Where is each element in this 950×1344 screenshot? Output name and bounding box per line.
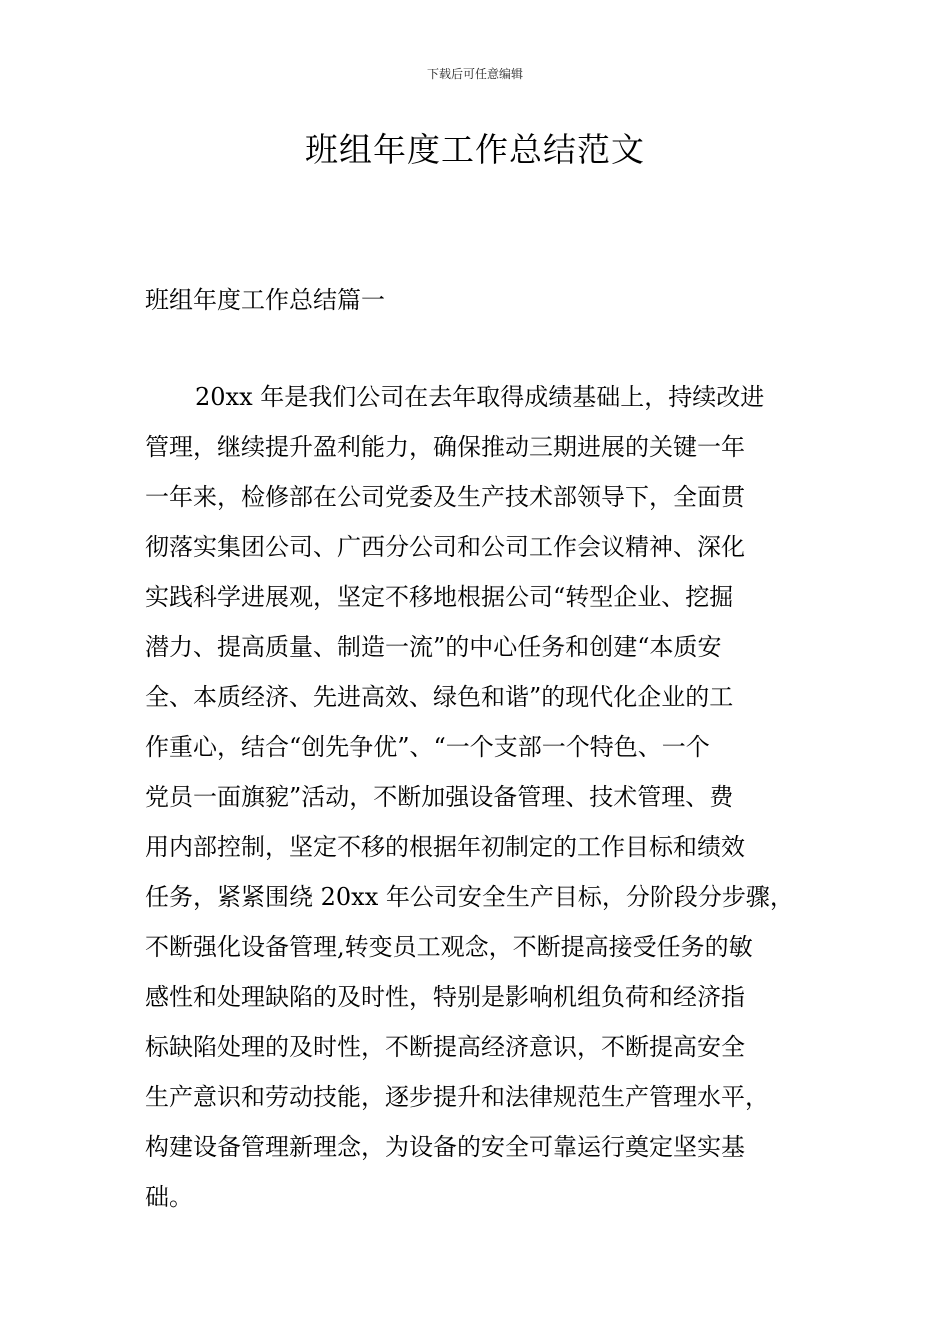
paragraph-line: 全、本质经济、先进高效、绿色和谐”的现代化企业的工 [145, 683, 734, 711]
paragraph-line: 实践科学进展观，坚定不移地根据公司“转型企业、挖掘 [145, 583, 734, 611]
paragraph-line: 构建设备管理新理念，为设备的安全可靠运行奠定坚实基 [145, 1133, 745, 1161]
paragraph-line: 一年来，检修部在公司党委及生产技术部领导下，全面贯 [145, 483, 745, 511]
paragraph-line: 用内部控制，坚定不移的根据年初制定的工作目标和绩效 [145, 833, 745, 861]
paragraph-line: 感性和处理缺陷的及时性，特别是影响机组负荷和经济指 [145, 983, 745, 1011]
paragraph-line: 彻落实集团公司、广西分公司和公司工作会议精神、深化 [145, 533, 745, 561]
body-paragraph [145, 372, 825, 1222]
paragraph-line: 潜力、提高质量、制造一流”的中心任务和创建“本质安 [145, 633, 722, 661]
paragraph-line: 任务，紧紧围绕 20xx 年公司安全生产目标，分阶段分步骤， [145, 883, 794, 911]
paragraph-line: 标缺陷处理的及时性，不断提高经济意识，不断提高安全 [145, 1033, 745, 1061]
section-heading: 班组年度工作总结篇一 [145, 286, 385, 314]
paragraph-line: 生产意识和劳动技能，逐步提升和法律规范生产管理水平， [145, 1083, 769, 1111]
paragraph-line: 20xx 年是我们公司在去年取得成绩基础上，持续改进 [195, 383, 765, 411]
paragraph-line: 础。 [145, 1183, 193, 1211]
paragraph-line: 不断强化设备管理,转变员工观念，不断提高接受任务的敏 [145, 933, 753, 961]
header-note: 下载后可任意编辑 [426, 67, 523, 81]
paragraph-line: 管理，继续提升盈利能力，确保推动三期进展的关键一年 [145, 433, 745, 461]
paragraph-line: 党员一面旗豟”活动，不断加强设备管理、技术管理、费 [145, 783, 734, 811]
paragraph-line: 作重心，结合“创先争优”、“一个支部一个特色、一个 [145, 733, 710, 761]
document-title: 班组年度工作总结范文 [305, 130, 645, 169]
